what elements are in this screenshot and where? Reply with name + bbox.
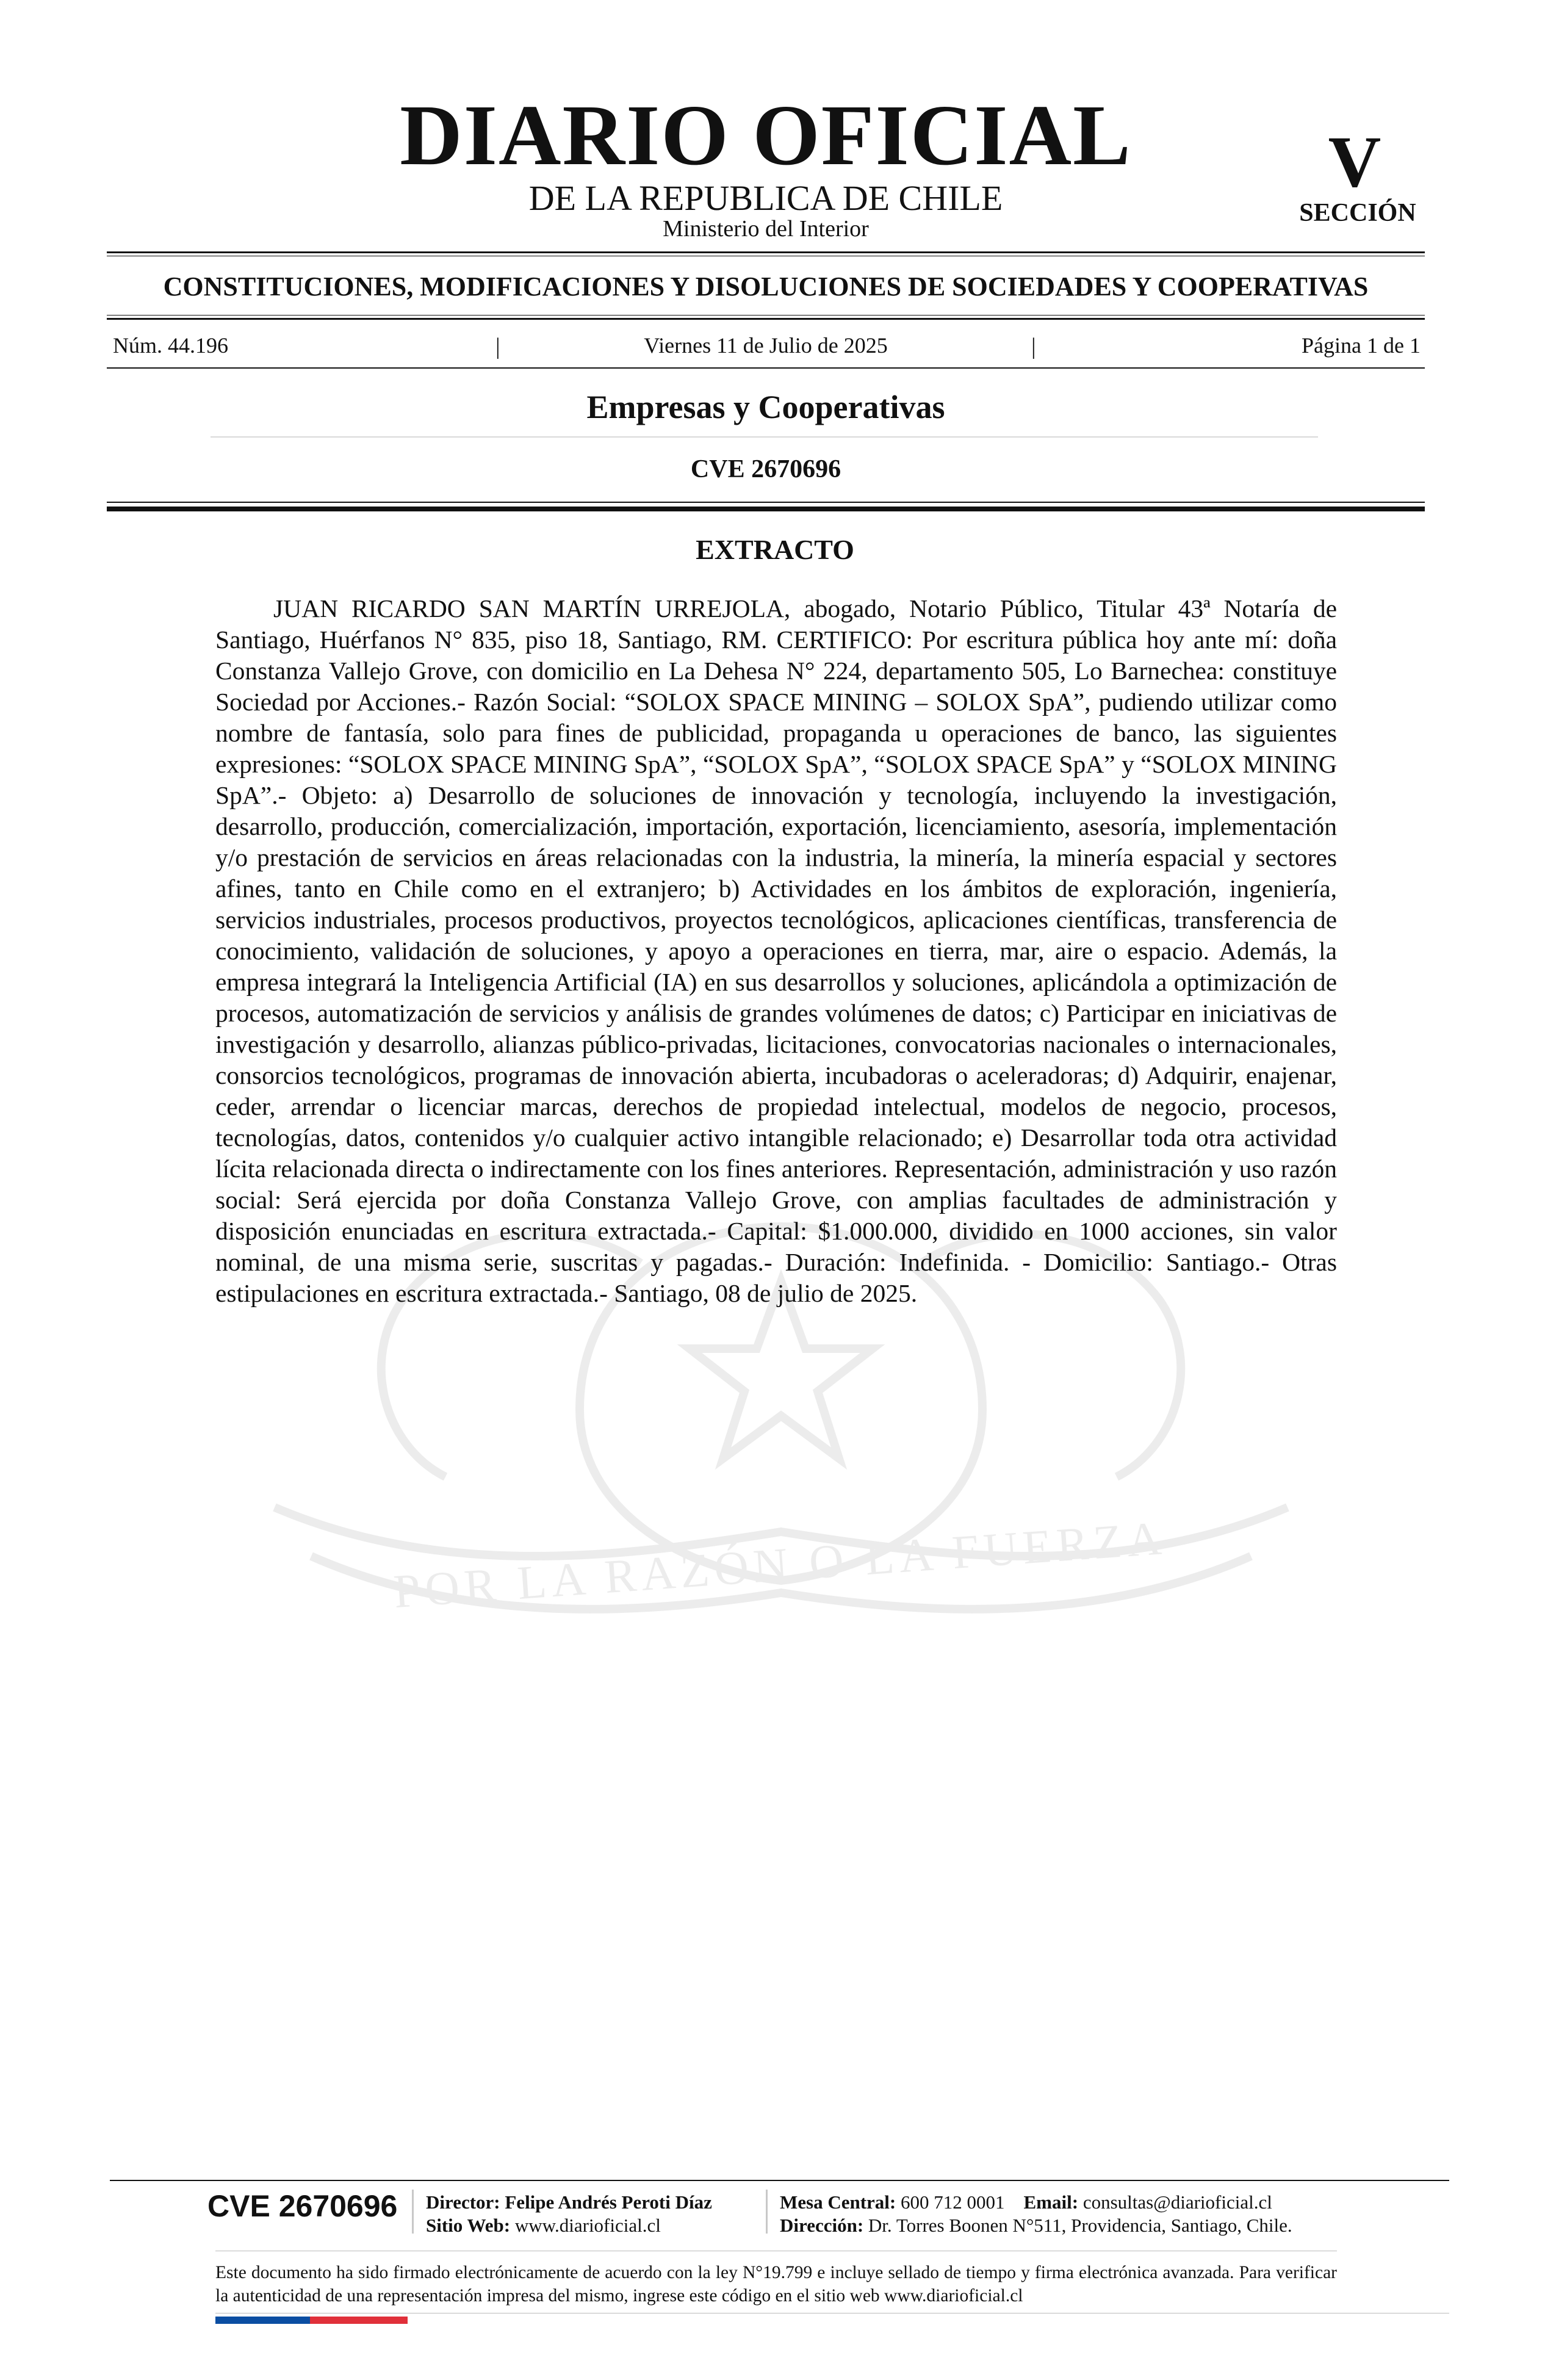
document-heading: EXTRACTO bbox=[696, 534, 854, 565]
legal-notice: Este documento ha sido firmado electrónicamente de acuerdo con la ley N°19.799 e incluye sellado de tiempo y firma electrónica avanzada. Para verificar la autenticidad de una representación impresa del mismo, ingrese este código en el sitio web www.diarioficial.cl bbox=[215, 2263, 1337, 2306]
phone-label: Mesa Central: bbox=[780, 2191, 896, 2213]
flag-stripe-red bbox=[310, 2317, 408, 2324]
footer-cve: CVE 2670696 bbox=[207, 2189, 398, 2223]
section-banner: CONSTITUCIONES, MODIFICACIONES Y DISOLUCIONES DE SOCIEDADES Y COOPERATIVAS bbox=[163, 272, 1369, 301]
website-label: Sitio Web: bbox=[426, 2215, 511, 2236]
banner-rule bbox=[107, 318, 1425, 320]
document-body: JUAN RICARDO SAN MARTÍN URREJOLA, abogado, Notario Público, Titular 43ª Notaría de Santiago, Huérfanos N° 835, piso 18, Santiago, RM. CERTIFICO: Por escritura pública hoy ante mí: doña Constanza Vallejo Grove, con domicilio en La Dehesa N° 224, departamento 505, Lo Barnechea: constituye Sociedad por Acciones.- Razón Social: “SOLOX SPACE MINING – SOLOX SpA”, pudiendo utilizar como nombre de fantasía, solo para fines de publicidad, propaganda u operaciones de banco, las siguientes expresiones: “SOLOX SPACE MINING SpA”, “SOLOX SpA”, “SOLOX SPACE SpA” y “SOLOX MINING SpA”.- Objeto: a) Desarrollo de soluciones de innovación y tecnología, incluyendo la investigación, desarrollo, producción, comercialización, importación, exportación, licenciamiento, asesoría, implementación y/o prestación de servicios en áreas relacionadas con la industria, la minería, la minería espacial y sectores afines, tanto en Chile como en el extranjero; b) Actividades en los ámbitos de exploración, ingeniería, servicios industriales, procesos productivos, proyectos tecnológicos, aplicaciones científicas, transferencia de conocimiento, validación de soluciones, y apoyo a operaciones en tierra, mar, aire o espacio. Además, la empresa integrará la Inteligencia Artificial (IA) en sus desarrollos y soluciones, aplicándola a optimización de procesos, automatización de servicios y análisis de grandes volúmenes de datos; c) Participar en iniciativas de investigación y desarrollo, alianzas público-privadas, licitaciones, convocatorias nacionales o internacionales, consorcios tecnológicos, programas de innovación abierta, incubadoras o aceleradoras; d) Adquirir, enajenar, ceder, arrendar o licenciar marcas, derechos de propiedad intelectual, modelos de negocio, procesos, tecnologías, datos, contenidos y/o cualquier activo intangible relacionado; e) Desarrollar toda otra actividad lícita relacionada directa o indirectamente con los fines anteriores. Representación, administración y uso razón social: Será ejercida por doña Constanza Vallejo Grove, con amplias facultades de administración y disposición enunciadas en escritura extractada.- Capital: $1.000.000, dividido en 1000 acciones, sin valor nominal, de una misma serie, suscritas y pagadas.- Duración: Indefinida. - Domicilio: Santiago.- Otras estipulaciones en escritura extractada.- Santiago, 08 de julio de 2025. bbox=[215, 594, 1337, 1307]
email-link[interactable]: consultas@diarioficial.cl bbox=[1082, 2191, 1272, 2213]
address-label: Dirección: bbox=[780, 2215, 864, 2236]
cve-code: CVE 2670696 bbox=[690, 455, 841, 483]
masthead-subtitle: DE LA REPUBLICA DE CHILE bbox=[528, 178, 1003, 218]
director-label: Director: bbox=[426, 2191, 500, 2213]
page-count: Página 1 de 1 bbox=[1302, 333, 1421, 358]
address-text: Dr. Torres Boonen N°511, Providencia, Santiago, Chile. bbox=[868, 2215, 1292, 2236]
footer-contact-block bbox=[780, 2191, 1292, 2237]
header-rule bbox=[107, 502, 1425, 503]
meta-separator: | bbox=[1031, 334, 1036, 359]
website-link[interactable]: www.diarioficial.cl bbox=[514, 2215, 661, 2236]
meta-separator: | bbox=[495, 334, 500, 359]
issue-date: Viernes 11 de Julio de 2025 bbox=[644, 333, 888, 358]
flag-stripe-blue bbox=[215, 2317, 310, 2324]
masthead-title: DIARIO OFICIAL bbox=[400, 87, 1132, 183]
footer-director-block bbox=[426, 2191, 712, 2237]
footer-divider bbox=[412, 2190, 414, 2234]
masthead-ministry: Ministerio del Interior bbox=[663, 216, 869, 242]
phone-number: 600 712 0001 bbox=[901, 2191, 1005, 2213]
email-label: Email: bbox=[1023, 2191, 1079, 2213]
masthead-rule bbox=[107, 251, 1425, 253]
section-letter: V bbox=[1328, 121, 1381, 202]
issue-number: Núm. 44.196 bbox=[113, 333, 228, 358]
header-rule bbox=[107, 507, 1425, 511]
banner-rule bbox=[107, 315, 1425, 316]
watermark-motto: POR LA RAZÓN O LA FUERZA bbox=[392, 1510, 1169, 1618]
footer-divider bbox=[766, 2190, 768, 2234]
section-title: Empresas y Cooperativas bbox=[586, 389, 945, 425]
footer-rule bbox=[110, 2180, 1449, 2181]
section-label: SECCIÓN bbox=[1299, 199, 1416, 227]
director-name: Felipe Andrés Peroti Díaz bbox=[505, 2191, 712, 2213]
meta-rule bbox=[107, 367, 1425, 369]
divider bbox=[211, 436, 1318, 438]
